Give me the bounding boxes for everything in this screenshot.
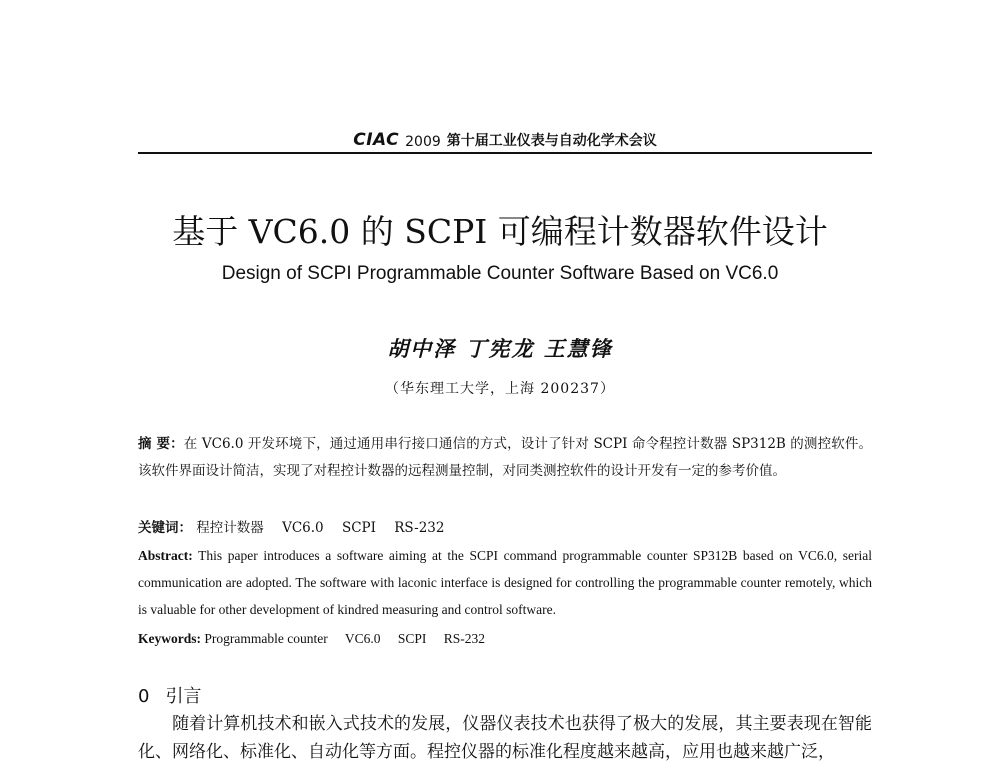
keyword-chinese: SCPI (341, 520, 376, 536)
keyword-chinese: RS-232 (394, 520, 445, 536)
author-list: 胡中泽 丁宪龙 王慧锋 (387, 336, 613, 361)
section-title: 引言 (165, 686, 202, 707)
abstract-english (138, 542, 872, 623)
keywords-chinese-label: 关键词： (138, 520, 192, 536)
abstract-chinese-text: 在 VC6.0 开发环境下，通过通用串行接口通信的方式，设计了针对 SCPI 命令程控计数器 SP312B 的测控软件。该软件界面设计简洁，实现了对程控计数器的远程测量控制，对同类测控软件的设计开发有一定的参考价值。 (138, 436, 873, 479)
paper-title-chinese: 基于 VC6.0 的 SCPI 可编程计数器软件设计 (172, 212, 828, 251)
section-number: 0 (138, 686, 150, 707)
section-body (138, 710, 872, 766)
keyword-english: Programmable counter (204, 631, 328, 646)
conference-year: 2009 (405, 134, 441, 150)
section-heading (138, 684, 201, 710)
keywords-chinese (138, 515, 872, 542)
keyword-english: VC6.0 (344, 631, 381, 646)
abstract-english-label: Abstract: (138, 548, 193, 563)
abstract-chinese-label: 摘 要： (138, 436, 184, 452)
keyword-chinese: VC6.0 (282, 520, 324, 536)
keyword-english: SCPI (397, 631, 427, 646)
conference-title: 第十届工业仪表与自动化学术会议 (446, 133, 657, 149)
conference-logo: CIAC (353, 130, 400, 150)
header-divider (138, 152, 872, 154)
keywords-english-label: Keywords: (138, 631, 201, 646)
paper-title-english: Design of SCPI Programmable Counter Software Based on VC6.0 (221, 263, 779, 284)
keywords-english (138, 625, 872, 652)
abstract-english-text: This paper introduces a software aiming at the SCPI command programmable counter SP312B based on VC6.0, serial communication are adopted. The software with laconic interface is designed for controlling the programmable counter remotely, which is valuable for other development of kindred measuring and control software. (138, 548, 872, 617)
section-paragraph: 随着计算机技术和嵌入式技术的发展，仪器仪表技术也获得了极大的发展，其主要表现在智能化、网络化、标准化、自动化等方面。程控仪器的标准化程度越来越高，应用也越来越广泛， (138, 714, 872, 762)
conference-header (138, 122, 872, 150)
affiliation: （华东理工大学，上海 200237） (385, 381, 615, 397)
keyword-english: RS-232 (443, 631, 486, 646)
keyword-chinese: 程控计数器 (196, 520, 264, 536)
abstract-chinese (138, 431, 872, 485)
